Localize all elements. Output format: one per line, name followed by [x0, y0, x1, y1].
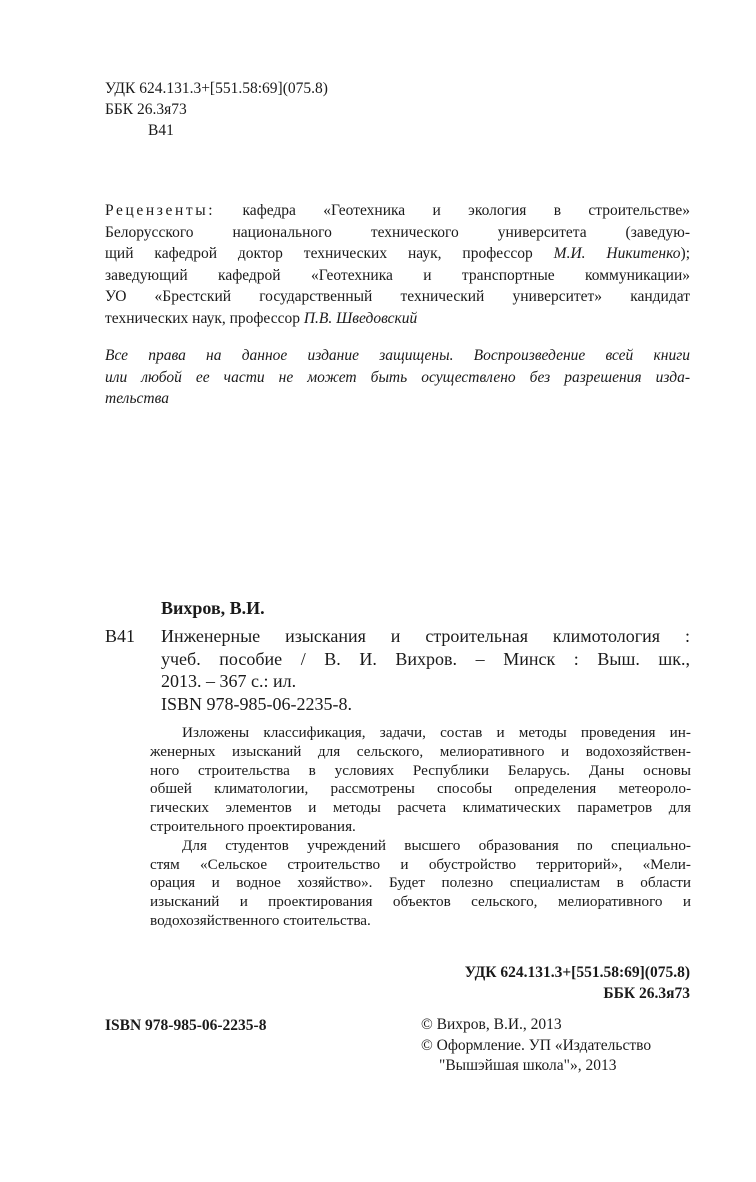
abstract-p2-line: водохозяйственного стоительства.	[150, 911, 371, 929]
reviewers-line-3: щий кафедрой доктор технических наук, профессор М.И. Никитенко);	[105, 245, 690, 263]
reviewers-line-6: технических наук, профессор П.В. Шведовский	[105, 309, 418, 327]
reviewer-name-1: М.И. Никитенко	[553, 245, 681, 263]
udk-code: УДК 624.131.3+[551.58:69](075.8)	[105, 80, 328, 97]
copyright-publisher: "Вышэйшая школа"», 2013	[439, 1057, 617, 1074]
catalog-author-mark: В41	[105, 626, 136, 646]
catalog-isbn-line: ISBN 978-985-06-2235-8.	[161, 693, 352, 714]
abstract-p2-line: Для студентов учреждений высшего образования по специально-	[182, 836, 691, 854]
abstract-p2-line: орация и водное хозяйство». Будет полезно специалистам в области	[150, 874, 691, 892]
abstract-p1-line: Изложены классификация, задачи, состав и методы проведения ин-	[182, 724, 691, 741]
rights-notice	[105, 345, 690, 410]
footer-bbk-code: ББК 26.3я73	[603, 985, 690, 1002]
rights-line-2: или любой ее части не может быть осуществлено без разрешения изда-	[105, 368, 690, 386]
catalog-publisher-line: учеб. пособие / В. И. Вихров. – Минск : Выш. шк.,	[161, 648, 690, 669]
reviewers-line-1: Рецензенты: кафедра «Геотехника и экология в строительстве»	[105, 202, 690, 219]
copyright-block	[421, 1015, 651, 1077]
abstract-p1-line: строительного проектирования.	[150, 817, 356, 835]
abstract	[150, 724, 691, 931]
udk-header-block	[105, 78, 328, 141]
reviewers-block	[105, 200, 690, 330]
reviewers-line-2: Белорусского национального технического университета (заведую-	[105, 223, 690, 241]
abstract-p1-line: обшей климатологии, рассмотрены способы определения метеороло-	[150, 780, 691, 798]
footer-udk-code: УДК 624.131.3+[551.58:69](075.8)	[464, 964, 690, 981]
reviewers-line-5: УО «Брестский государственный технический университет» кандидат	[105, 288, 690, 306]
abstract-p2-line: изысканий и проектирования объектов сельского, мелиоративного и	[150, 893, 691, 911]
abstract-p2-line: стям «Сельское строительство и обустройство территорий», «Мели-	[150, 855, 691, 873]
rights-line-1: Все права на данное издание защищены. Воспроизведение всей книги	[105, 347, 690, 364]
catalog-pages-line: 2013. – 367 с.: ил.	[161, 671, 297, 691]
bbk-code: ББК 26.3я73	[105, 101, 187, 118]
abstract-p1-line: гических элементов и методы расчета климатических параметров для	[150, 799, 691, 817]
catalog-title-line: Инженерные изыскания и строительная климотология :	[161, 626, 690, 646]
rights-line-3: тельства	[105, 390, 169, 408]
isbn: ISBN 978-985-06-2235-8	[105, 1017, 267, 1034]
abstract-p1-line: женерных изысканий для сельского, мелиоративного и водохозяйствен-	[150, 742, 691, 760]
abstract-p1-line: ного строительства в условиях Республики Беларусь. Даны основы	[150, 761, 691, 779]
catalog-description	[161, 625, 690, 715]
udk-footer-block	[465, 962, 690, 1004]
catalog-author: Вихров, В.И.	[161, 598, 265, 618]
reviewers-line-4: заведующий кафедрой «Геотехника и транспортные коммуникации»	[105, 266, 690, 284]
reviewers-label: Рецензенты:	[105, 202, 216, 219]
reviewer-name-2: П.В. Шведовский	[303, 309, 418, 327]
copyright-author: © Вихров, В.И., 2013	[421, 1016, 562, 1033]
author-mark: В41	[148, 122, 174, 139]
copyright-design: © Оформление. УП «Издательство	[421, 1036, 652, 1054]
